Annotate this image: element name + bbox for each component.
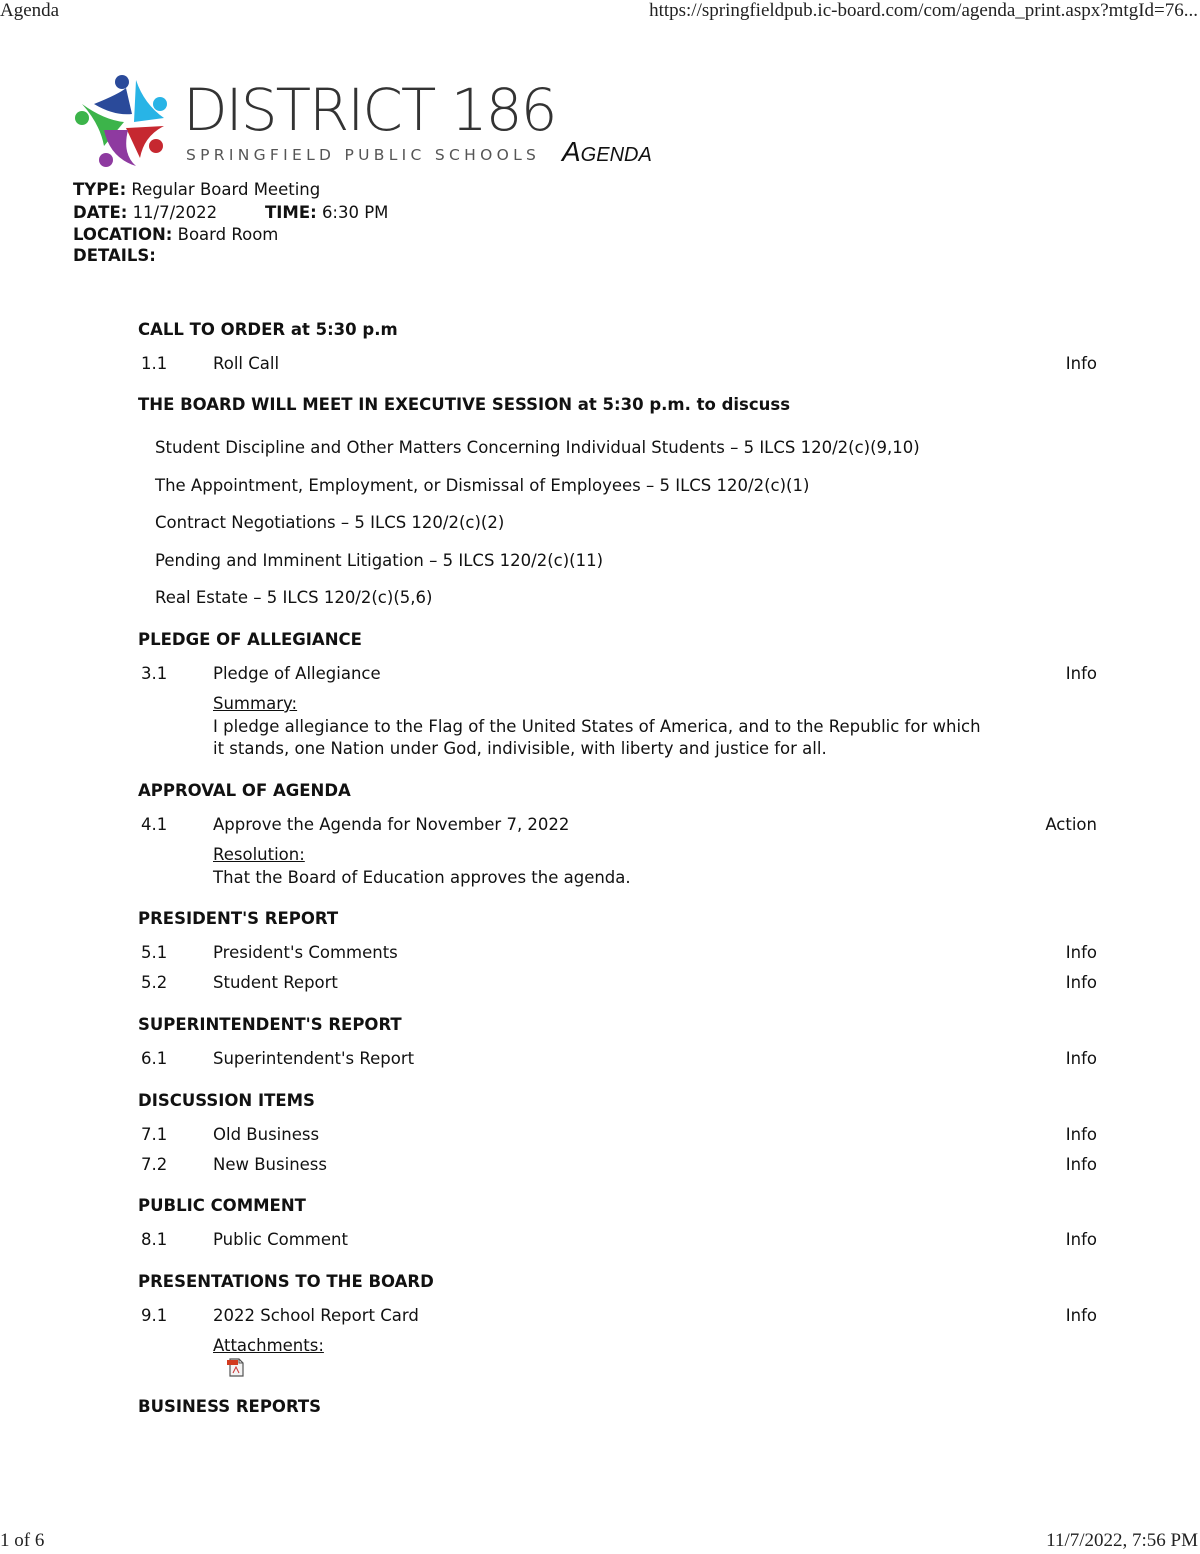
subitem: The Appointment, Employment, or Dismissal of Employees – 5 ILCS 120/2(c)(1) [155,476,810,495]
item-status: Action [1045,815,1097,834]
item-title[interactable]: Public Comment [213,1230,348,1249]
item-number: 1.1 [141,354,168,373]
summary-label: Summary: [213,694,298,713]
resolution-text: That the Board of Education approves the agenda. [213,868,631,887]
subitem: Contract Negotiations – 5 ILCS 120/2(c)(2) [155,513,505,532]
meeting-location: LOCATION: Board Room [73,225,279,244]
summary-text: I pledge allegiance to the Flag of the United States of America, and to the Republic for which it stands, one Nation under God, indivisible, with liberty and justice for all. [213,717,981,758]
item-status: Info [1065,1049,1097,1068]
item-number: 5.1 [141,943,168,962]
logo-wordmark: DISTRICT 186 [183,76,556,144]
page-number: 1 of 6 [0,1530,45,1551]
district-logo-icon [74,74,170,170]
subitem: Student Discipline and Other Matters Concerning Individual Students – 5 ILCS 120/2(c)(9,10) [155,438,920,457]
doc-title: Agenda [562,136,652,167]
item-status: Info [1065,354,1097,373]
item-title[interactable]: Student Report [213,973,338,992]
subitem: Pending and Imminent Litigation – 5 ILCS 120/2(c)(11) [155,551,604,570]
resolution-label: Resolution: [213,845,305,864]
browser-print-title: Agenda [0,0,60,21]
item-status: Info [1065,1306,1097,1325]
item-title[interactable]: Roll Call [213,354,280,373]
item-status: Info [1065,1125,1097,1144]
meeting-details: DETAILS: [73,246,156,265]
item-number: 4.1 [141,815,168,834]
item-title[interactable]: Pledge of Allegiance [213,664,381,683]
item-status: Info [1065,943,1097,962]
section-heading: THE BOARD WILL MEET IN EXECUTIVE SESSION at 5:30 p.m. to discuss [138,395,791,414]
item-title[interactable]: Old Business [213,1125,320,1144]
attachments-label: Attachments: [213,1336,324,1355]
meeting-type: TYPE: Regular Board Meeting [73,180,321,199]
subitem: Real Estate – 5 ILCS 120/2(c)(5,6) [155,588,433,607]
item-title[interactable]: Approve the Agenda for November 7, 2022 [213,815,570,834]
pdf-file-icon[interactable] [226,1357,246,1377]
section-heading: PRESENTATIONS TO THE BOARD [138,1272,434,1291]
section-heading: PUBLIC COMMENT [138,1196,306,1215]
item-title[interactable]: 2022 School Report Card [213,1306,419,1325]
meeting-date: DATE: 11/7/2022 [73,203,218,222]
item-number: 6.1 [141,1049,168,1068]
item-title[interactable]: New Business [213,1155,327,1174]
meeting-time: TIME: 6:30 PM [265,203,389,222]
section-heading: DISCUSSION ITEMS [138,1091,315,1110]
item-number: 3.1 [141,664,168,683]
item-number: 8.1 [141,1230,168,1249]
section-heading: PRESIDENT'S REPORT [138,909,339,928]
item-number: 7.1 [141,1125,168,1144]
item-title[interactable]: Superintendent's Report [213,1049,415,1068]
section-heading: CALL TO ORDER at 5:30 p.m [138,320,398,339]
section-heading: APPROVAL OF AGENDA [138,781,351,800]
print-timestamp: 11/7/2022, 7:56 PM [1046,1530,1198,1551]
item-number: 7.2 [141,1155,168,1174]
item-number: 5.2 [141,973,168,992]
browser-print-url: https://springfieldpub.ic-board.com/com/agenda_print.aspx?mtgId=76... [649,0,1198,21]
section-heading: BUSINESS REPORTS [138,1397,322,1416]
item-status: Info [1065,1155,1097,1174]
item-title[interactable]: President's Comments [213,943,398,962]
item-status: Info [1065,973,1097,992]
section-heading: PLEDGE OF ALLEGIANCE [138,630,362,649]
section-heading: SUPERINTENDENT'S REPORT [138,1015,402,1034]
item-status: Info [1065,1230,1097,1249]
item-status: Info [1065,664,1097,683]
logo-tagline: SPRINGFIELD PUBLIC SCHOOLS [186,146,541,164]
item-number: 9.1 [141,1306,168,1325]
